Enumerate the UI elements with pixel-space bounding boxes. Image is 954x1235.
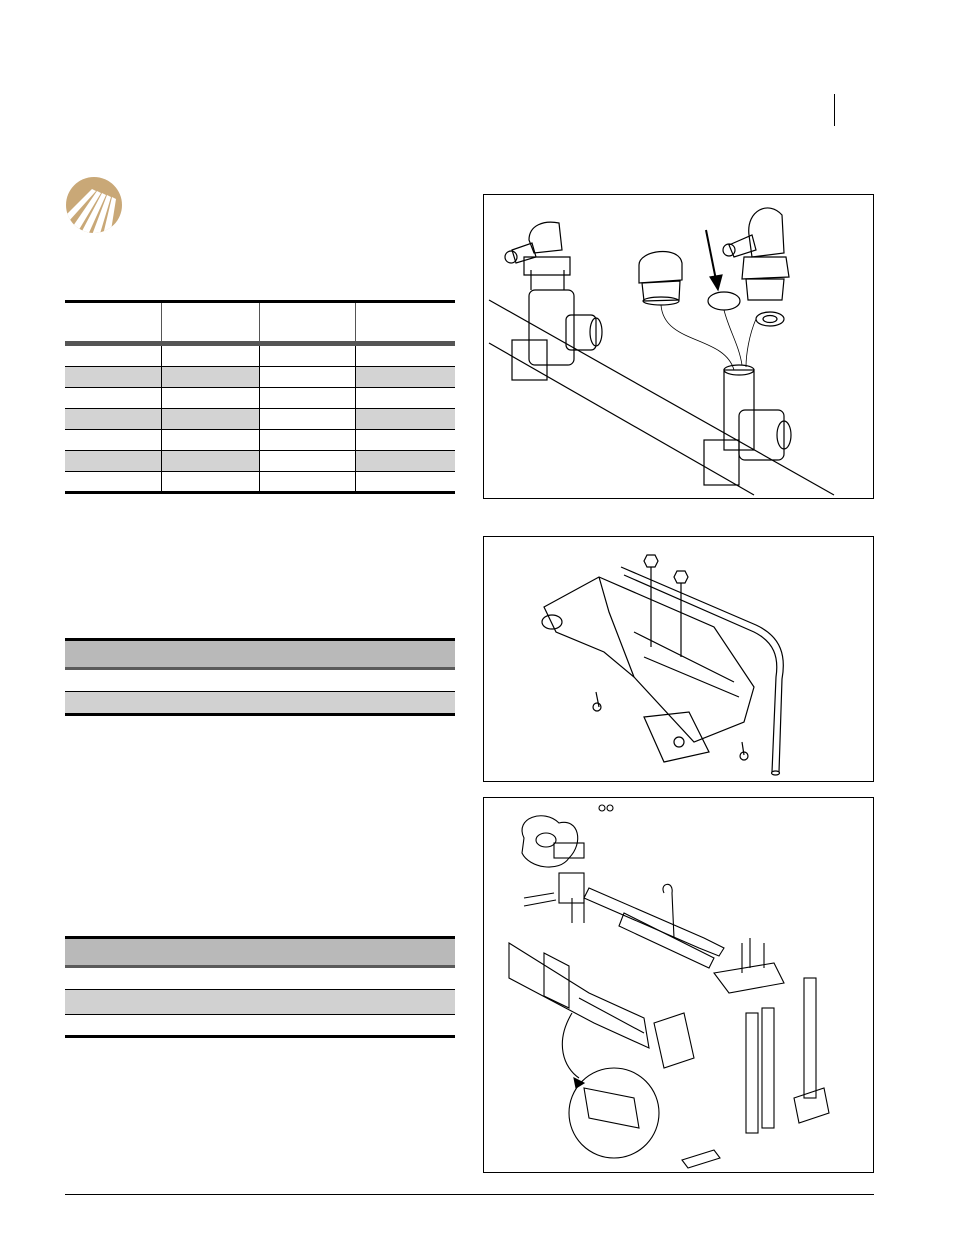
row-rule: [65, 429, 455, 430]
bracket-icon: [542, 577, 754, 762]
arm-icon: [554, 843, 724, 968]
table-row: [65, 990, 455, 1014]
decal-icon: [682, 1150, 720, 1168]
boom-pipe-icon: [489, 300, 834, 495]
table-row: [65, 471, 455, 492]
column-divider: [161, 346, 162, 491]
arrow-down-icon: [706, 230, 722, 290]
check-valve-diaphragm-icon: [708, 292, 740, 310]
merged-cell: [260, 450, 355, 471]
tube-icon: [509, 943, 649, 1048]
table-top-rule: [65, 300, 455, 303]
pipe-icon: [621, 567, 783, 775]
figure-boom-mount-bracket: [483, 536, 874, 782]
bolt-icon: [524, 805, 764, 973]
disc-icon: [522, 816, 578, 867]
column-divider: [355, 346, 356, 491]
header-divider: [834, 94, 835, 126]
table-row: [65, 429, 455, 450]
brand-sunburst-logo-icon: [66, 177, 122, 233]
table-row: [65, 670, 455, 691]
row-rule: [65, 450, 455, 451]
footer-divider: [65, 1194, 874, 1195]
column-divider: [355, 303, 356, 341]
table-row: [65, 968, 455, 989]
row-rule: [65, 366, 455, 367]
cap-icon: [639, 251, 682, 305]
parts-table-a: [65, 638, 455, 717]
gasket-icon: [756, 312, 784, 326]
table-header: [65, 939, 455, 965]
table-row: [65, 1015, 455, 1035]
nozzle-elbow-icon: [723, 208, 789, 300]
row-rule: [65, 387, 455, 388]
column-divider: [161, 303, 162, 341]
figure-spray-nozzle-check-valve: [483, 194, 874, 499]
spec-table: [65, 300, 455, 494]
detail-callout-icon: [562, 1013, 659, 1158]
table-bottom-rule: [65, 1035, 455, 1038]
parts-table-b: [65, 936, 455, 1040]
table-bottom-rule: [65, 713, 455, 716]
column-divider: [259, 303, 260, 341]
hinge-icon: [654, 963, 829, 1133]
nozzle-body-icon: [704, 365, 791, 485]
row-rule: [65, 408, 455, 409]
row-rule: [65, 471, 455, 472]
table-bottom-rule: [65, 491, 455, 494]
table-header: [65, 641, 455, 667]
figure-marker-assembly-exploded: [483, 797, 874, 1173]
column-divider: [259, 346, 260, 491]
table-row: [65, 692, 455, 713]
